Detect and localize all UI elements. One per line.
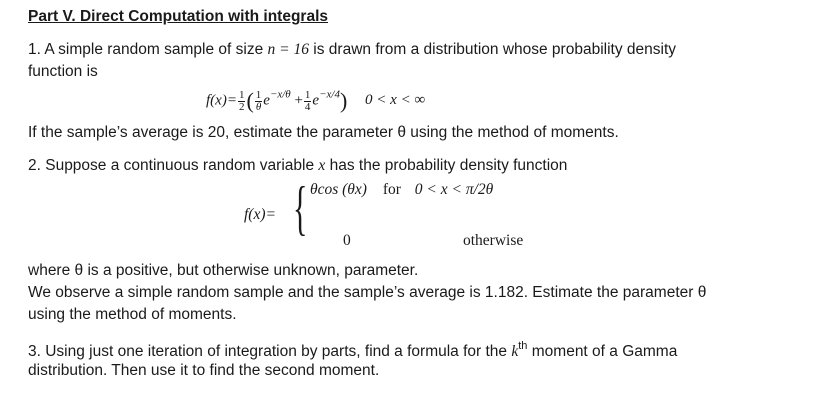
q1-text-b: is drawn from a distribution whose probability density (313, 41, 676, 58)
q1-frac-half: $\frac{1}{2}$ (238, 88, 245, 113)
q1-line-1 (28, 41, 676, 59)
q2-line-2: where θ is a positive, but otherwise unknown, parameter. (28, 262, 419, 279)
q1-exponent-2: −x/4 (319, 88, 340, 101)
q2-variable-x: x (318, 157, 326, 174)
q2-case-2-otherwise: otherwise (463, 232, 524, 249)
q2-brace: { (293, 175, 308, 241)
q1-sample-size: n = 16 (267, 41, 309, 58)
q2-line-4: using the method of moments. (28, 306, 237, 323)
q1-plus: + (294, 92, 303, 109)
section-title: Part V. Direct Computation with integrals (28, 8, 329, 25)
q3-text-b: moment of a Gamma (531, 343, 678, 360)
q1-domain: 0 < x < ∞ (365, 92, 426, 109)
q3-line-1 (28, 340, 677, 361)
q3-line-2: distribution. Then use it to find the second moment. (28, 362, 380, 379)
q3-k: k (511, 343, 519, 360)
q1-right-paren: ) (339, 88, 348, 113)
q2-case1-domain: 0 < x < π/2θ (414, 181, 494, 198)
q1-frac-one-theta: $\frac{1}{\theta}$ (255, 88, 262, 113)
q2-case-1 (310, 181, 493, 199)
q2-line-1 (28, 157, 567, 175)
q2-case1-expr: θcos (θx) (310, 181, 367, 198)
q2-fx-label: f(x)= (244, 206, 276, 223)
q1-pdf-equation: f(x)= $\frac{1}{2}$ ( $\frac{1}{\theta}$ $e^{-x/\theta}$ + $\frac{1}{4}$ $e^{-x/4}$) 0 < x < ∞ (206, 88, 426, 113)
q2-line-3: We observe a simple random sample and the sample’s average is 1.182. Estimate the parameter θ (28, 284, 707, 301)
q2-case-2-value: 0 (343, 232, 351, 249)
q1-frac-quarter: $\frac{1}{4}$ (304, 88, 311, 113)
q1-text-a: 1. A simple random sample of size (28, 41, 264, 58)
q1-fx-label: f(x)= (206, 92, 237, 109)
q3-text-a: 3. Using just one iteration of integration by parts, find a formula for the (28, 343, 508, 360)
q3-th: th (518, 340, 528, 352)
q1-exponent-1: −x/θ (269, 88, 291, 101)
q2-for: for (382, 181, 401, 198)
q2-text-b: has the probability density function (329, 157, 568, 174)
q2-text-a: 2. Suppose a continuous random variable (28, 157, 315, 174)
q1-line-3: If the sample’s average is 20, estimate the parameter θ using the method of moments. (28, 124, 619, 141)
q1-left-paren: ( (246, 88, 254, 113)
q1-line-2: function is (28, 63, 98, 80)
